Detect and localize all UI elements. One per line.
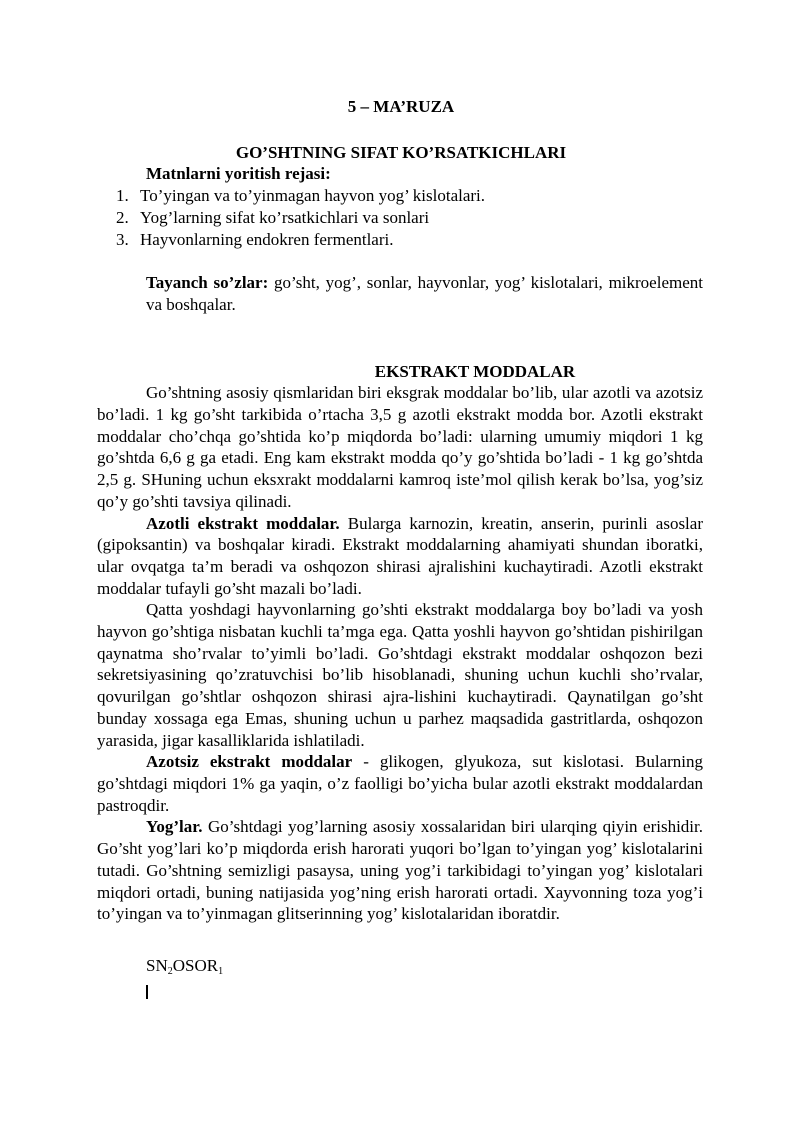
paragraph [97,599,703,751]
formula-part: SN [146,955,168,975]
paragraph-lead: Azotsiz ekstrakt moddalar [146,752,353,772]
plan-item-number: 3. [116,229,129,249]
keywords-label: Tayanch so’zlar: [146,273,269,293]
section-heading: EKSTRAKT MODDALAR [374,361,576,381]
paragraph-lead: Yog’lar. [146,817,203,837]
formula-part: OSOR [172,955,219,975]
plan-item-text: Yog’larning sifat ko’rsatkichlari va sonlari [140,207,430,227]
formula-subscript: 1 [218,965,224,977]
paragraph [97,816,703,925]
paragraph [97,751,703,816]
paragraph-lead: Azotli ekstrakt moddalar. [146,513,340,533]
paragraph-text: Bularga karnozin, kreatin, anserin, purinli asoslar (gipoksantin) va boshqalar kiradi. Ekstrakt moddalarning ahamiyati shundan iboratki, ular ovqatga ta’m beradi va oshqozon shirasi ajralishini kuchaytiradi. Azotli ekstrakt moddalar tufayli go’sht mazali bo’ladi. [97,513,703,598]
lecture-number: 5 – MA’RUZA [347,97,455,116]
chemical-formula [146,955,703,983]
plan-item [97,207,703,229]
paragraph [97,382,703,512]
plan-item-number: 1. [116,186,129,206]
plan-item-number: 2. [116,207,129,227]
plan-item [97,185,703,207]
document-title: GO’SHTNING SIFAT KO’RSATKICHLARI [235,142,567,162]
paragraph-text: Go’shtning asosiy qismlaridan biri eksgrak moddalar bo’lib, ular azotli va azotsiz bo’ladi. 1 kg go’sht tarkibida o’rtacha 3,5 g azotli ekstrakt modda bor. Azotli ekstrakt moddalar cho’chqa go’shtida ko’p miqdorda bo’ladi: ularning umumiy miqdori 1 kg go’shtda 6,6 g ga etadi. Eng kam ekstrakt modda qo’y go’shtida bo’ladi - 1 kg go’shtda 2,5 g. SHuning uchun eksxrakt moddalarni kamroq iste’mol qilish kerak bo’lsa, yog’siz qo’y go’shti tavsiya qilinadi. [97,383,703,511]
plan-heading: Matnlarni yoritish rejasi: [146,164,331,184]
plan-item-text: Hayvonlarning endokren fermentlari. [140,229,394,249]
formula-subscript: 2 [167,965,173,977]
paragraph-text: - glikogen, glyukoza, sut kislotasi. Bularning go’shtdagi miqdori 1% ga yaqin, o’z faolligi bo’yicha bular azotli ekstrakt moddalardan pastroqdir. [97,752,703,815]
bond-line [146,985,148,999]
document-body [97,96,703,999]
paragraph-text: Qatta yoshdagi hayvonlarning go’shti ekstrakt moddalarga boy bo’ladi va yosh hayvon go’shtiga nisbatan kuchli ta’mga ega. Qatta yoshli hayvon go’shtidan pishirilgan qaynatma sho’rvalar to’yimli bo’ladi. Go’shtdagi ekstrakt moddalar oshqozon bezi sekretsiyasining qo’zratuvchisi bo’lib hisoblanadi, shuning uchun kuchli sho’rvalar, qovurilgan go’shtlar oshqozon shirasi ajra-lishini kuchaytiradi. Qaynatilgan go’sht bunday xossaga ega Emas, shuning uchun u parhez maqsadida gastritlarda, oshqozon yarasida, jigar kasalliklarida ishlatiladi. [97,600,703,750]
plan-item [97,229,703,251]
paragraph-text: Go’shtdagi yog’larning asosiy xossalaridan biri ularqing qiyin erishidir. Go’sht yog’lari ko’p miqdorda erish harorati yuqori bo’lgan to’yingan yog’ kislotalarini tutadi. Go’shtning semizligi pasaysa, uning yog’i tarkibidagi to’yingan yog’ kislotalari miqdori ortadi, buning natijasida yog’ning erish harorati ortadi. Xayvonning toza yog’i to’yingan va to’yinmagan glitserinning yog’ kislotalaridan iboratdir. [97,817,703,924]
keywords-text: go’sht, yog’, sonlar, hayvonlar, yog’ kislotalari, mikroelement va boshqalar. [146,273,703,314]
keywords-paragraph [146,272,703,315]
plan-list [97,185,703,250]
plan-item-text: To’yingan va to’yinmagan hayvon yog’ kislotalari. [140,186,486,206]
paragraph [97,513,703,600]
